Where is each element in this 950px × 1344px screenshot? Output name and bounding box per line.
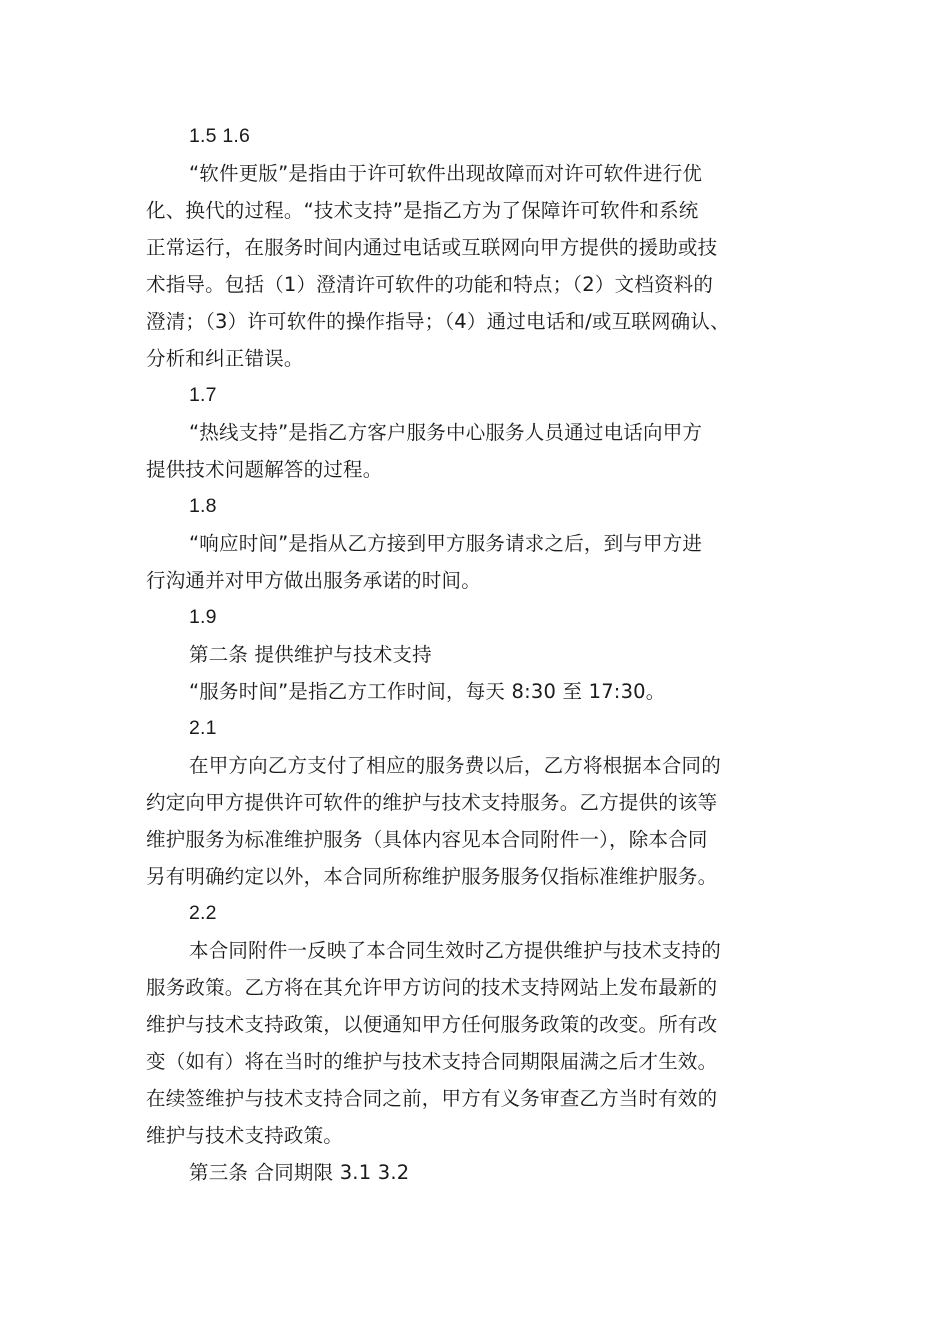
paragraph-line: “热线支持”是指乙方客户服务中心服务人员通过电话向甲方 — [189, 421, 703, 444]
paragraph-line: “服务时间”是指乙方工作时间，每天 8:30 至 17:30。 — [189, 680, 666, 703]
paragraph-line: 服务政策。乙方将在其允许甲方访问的技术支持网站上发布最新的 — [146, 976, 718, 999]
paragraph-line: 分析和纠正错误。 — [146, 347, 304, 370]
paragraph-line: 本合同附件一反映了本合同生效时乙方提供维护与技术支持的 — [189, 939, 721, 962]
section-number-1-8: 1.8 — [189, 495, 217, 517]
article-heading-2: 第二条 提供维护与技术支持 — [189, 643, 432, 666]
section-number-1-7: 1.7 — [189, 384, 217, 406]
paragraph-line: 变（如有）将在当时的维护与技术支持合同期限届满之后才生效。 — [146, 1050, 718, 1073]
paragraph-line: “软件更版”是指由于许可软件出现故障而对许可软件进行优 — [189, 162, 703, 185]
document-page — [146, 118, 826, 1191]
paragraph-line: 提供技术问题解答的过程。 — [146, 458, 383, 481]
section-number-2-2: 2.2 — [189, 902, 217, 924]
paragraph-line: 澄清；（3）许可软件的操作指导；（4）通过电话和/或互联网确认、 — [146, 310, 730, 333]
paragraph-line: 行沟通并对甲方做出服务承诺的时间。 — [146, 569, 481, 592]
section-number-1-5-1-6: 1.5 1.6 — [189, 125, 251, 147]
paragraph-line: 正常运行，在服务时间内通过电话或互联网向甲方提供的援助或技 — [146, 236, 718, 259]
paragraph-line: 在续签维护与技术支持合同之前，甲方有义务审查乙方当时有效的 — [146, 1087, 718, 1110]
section-number-2-1: 2.1 — [189, 717, 217, 739]
paragraph-line: 术指导。包括（1）澄清许可软件的功能和特点；（2）文档资料的 — [146, 273, 714, 296]
article-heading-3: 第三条 合同期限 3.1 3.2 — [189, 1161, 410, 1184]
paragraph-line: 维护与技术支持政策。 — [146, 1124, 344, 1147]
paragraph-line: 维护与技术支持政策，以便通知甲方任何服务政策的改变。所有改 — [146, 1013, 718, 1036]
paragraph-line: “响应时间”是指从乙方接到甲方服务请求之后，到与甲方进 — [189, 532, 703, 555]
paragraph-line: 维护服务为标准维护服务（具体内容见本合同附件一），除本合同 — [146, 828, 708, 851]
paragraph-line: 化、换代的过程。“技术支持”是指乙方为了保障许可软件和系统 — [146, 199, 699, 222]
paragraph-line: 约定向甲方提供许可软件的维护与技术支持服务。乙方提供的该等 — [146, 791, 718, 814]
paragraph-line: 在甲方向乙方支付了相应的服务费以后，乙方将根据本合同的 — [189, 754, 721, 777]
paragraph-line: 另有明确约定以外，本合同所称维护服务服务仅指标准维护服务。 — [146, 865, 718, 888]
section-number-1-9: 1.9 — [189, 606, 217, 628]
